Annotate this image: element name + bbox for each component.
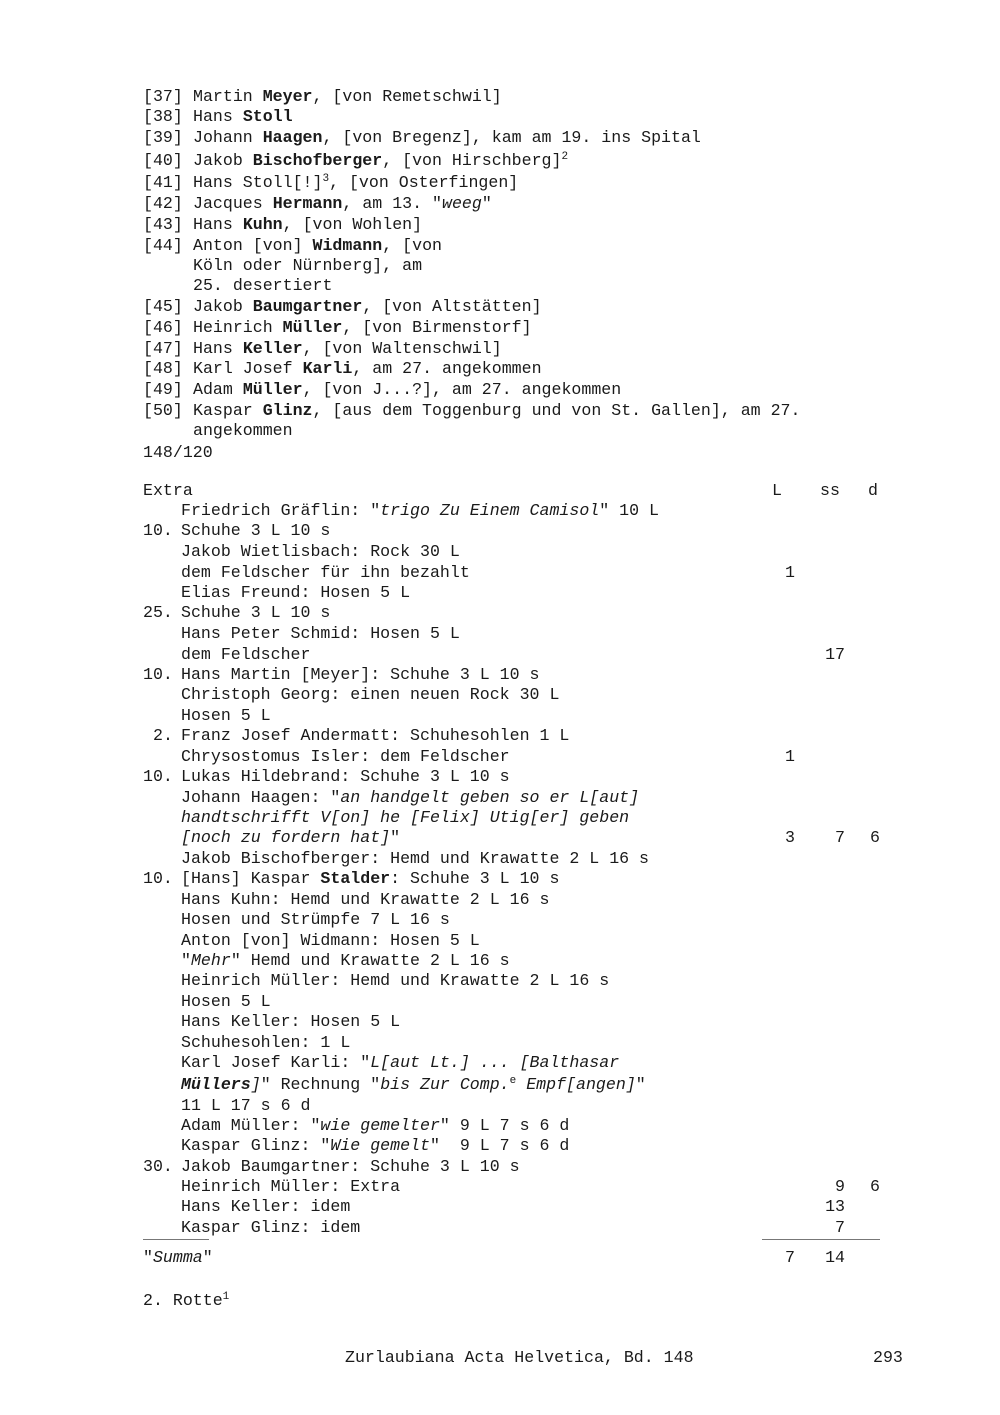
ledger-date: 25. xyxy=(143,603,173,622)
ledger-line: Johann Haagen: "an handgelt geben so er L[aut] xyxy=(181,788,640,807)
column-header-d: d xyxy=(868,481,878,500)
roster-entry: [38] xyxy=(143,107,183,126)
roster-entry: [41] xyxy=(143,173,183,192)
ledger-heading: Extra xyxy=(143,481,193,500)
roster-entry-continuation: Köln oder Nürnberg], am xyxy=(193,256,423,275)
footer-title: Zurlaubiana Acta Helvetica, Bd. 148 xyxy=(345,1348,694,1367)
ledger-line: Anton [von] Widmann: Hosen 5 L xyxy=(181,931,480,950)
ledger-line: Chrysostomus Isler: dem Feldscher xyxy=(181,747,510,766)
roster-entry-continuation: 25. desertiert xyxy=(193,276,333,295)
amount-l: 3 xyxy=(785,828,795,847)
ledger-date: 10. xyxy=(143,869,173,888)
amount-ss: 17 xyxy=(825,645,845,664)
amount-d: 6 xyxy=(870,1177,880,1196)
ledger-line: Franz Josef Andermatt: Schuhesohlen 1 L xyxy=(181,726,570,745)
ledger-line: Kaspar Glinz: idem xyxy=(181,1218,361,1237)
ledger-line: Lukas Hildebrand: Schuhe 3 L 10 s xyxy=(181,767,510,786)
ledger-line: handtschrifft V[on] he [Felix] Utig[er] geben xyxy=(181,808,630,827)
roster-entry-text: Martin Meyer, [von Remetschwil] xyxy=(193,87,502,106)
ledger-date: 10. xyxy=(143,521,173,540)
amount-ss: 9 xyxy=(835,1177,845,1196)
page-number: 293 xyxy=(873,1348,903,1367)
ledger-date: 2. xyxy=(153,726,173,745)
ledger-line: Hans Kuhn: Hemd und Krawatte 2 L 16 s xyxy=(181,890,550,909)
ledger-line: Hosen 5 L xyxy=(181,706,271,725)
ledger-line: Müllers]" Rechnung "bis Zur Comp.$^e$ Empf[angen]" xyxy=(181,1075,646,1094)
amount-l: 1 xyxy=(785,747,795,766)
roster-entry: [47] xyxy=(143,339,183,358)
roster-entry: [48] xyxy=(143,359,183,378)
folio-number: 148/120 xyxy=(143,443,213,462)
ledger-line: "Mehr" Hemd und Krawatte 2 L 16 s xyxy=(181,951,510,970)
ledger-line: Hans Peter Schmid: Hosen 5 L xyxy=(181,624,460,643)
ledger-date: 10. xyxy=(143,665,173,684)
roster-entry: [42] xyxy=(143,194,183,213)
summa-ss: 14 xyxy=(825,1248,845,1267)
amount-d: 6 xyxy=(870,828,880,847)
roster-entry-text: Jakob Baumgartner, [von Altstätten] xyxy=(193,297,542,316)
roster-entry: [44] xyxy=(143,236,183,255)
footnote-marker: 1 xyxy=(222,1291,230,1303)
ledger-line: Hosen 5 L xyxy=(181,992,271,1011)
column-header-ss: ss xyxy=(820,481,840,500)
roster-entry-text: Heinrich Müller, [von Birmenstorf] xyxy=(193,318,532,337)
roster-entry-text: Hans Stoll xyxy=(193,107,293,126)
summa-label: "Summa" xyxy=(143,1248,213,1267)
roster-entry-continuation: angekommen xyxy=(193,421,293,440)
roster-entry: [43] xyxy=(143,215,183,234)
ledger-line: Schuhe 3 L 10 s xyxy=(181,521,331,540)
ledger-line: Hans Martin [Meyer]: Schuhe 3 L 10 s xyxy=(181,665,540,684)
divider xyxy=(143,1239,209,1240)
ledger-line: Karl Josef Karli: "L[aut Lt.] ... [Balthasar xyxy=(181,1053,620,1072)
ledger-line: [noch zu fordern hat]" xyxy=(181,828,401,847)
ledger-date: 10. xyxy=(143,767,173,786)
roster-entry-text: Hans Kuhn, [von Wohlen] xyxy=(193,215,423,234)
amount-ss: 13 xyxy=(825,1197,845,1216)
ledger-line: Hans Keller: idem xyxy=(181,1197,351,1216)
ledger-line: Heinrich Müller: Hemd und Krawatte 2 L 16 s xyxy=(181,971,610,990)
ledger-line: Schuhesohlen: 1 L xyxy=(181,1033,351,1052)
ledger-line: Jakob Bischofberger: Hemd und Krawatte 2 L 16 s xyxy=(181,849,650,868)
roster-entry-text: Anton [von] Widmann, [von xyxy=(193,236,442,255)
ledger-line: Adam Müller: "wie gemelter" 9 L 7 s 6 d xyxy=(181,1116,570,1135)
roster-entry-text: Hans Stoll[!]$^3$, [von Osterfingen] xyxy=(193,173,519,192)
ledger-line: [Hans] Kaspar Stalder: Schuhe 3 L 10 s xyxy=(181,869,560,888)
ledger-line: dem Feldscher xyxy=(181,645,311,664)
ledger-line: Hosen und Strümpfe 7 L 16 s xyxy=(181,910,450,929)
footnote-marker: 3 xyxy=(322,173,330,185)
roster-entry: [39] xyxy=(143,128,183,147)
summa-l: 7 xyxy=(785,1248,795,1267)
ledger-line: Kaspar Glinz: "Wie gemelt" 9 L 7 s 6 d xyxy=(181,1136,570,1155)
ledger-line: 11 L 17 s 6 d xyxy=(181,1096,311,1115)
amount-ss: 7 xyxy=(835,828,845,847)
roster-entry-text: Kaspar Glinz, [aus dem Toggenburg und von St. Gallen], am 27. xyxy=(193,401,801,420)
divider xyxy=(762,1239,880,1240)
roster-entry-text: Jakob Bischofberger, [von Hirschberg]$^2$ xyxy=(193,151,569,170)
roster-entry-text: Adam Müller, [von J...?], am 27. angekommen xyxy=(193,380,622,399)
roster-entry: [50] xyxy=(143,401,183,420)
roster-entry: [45] xyxy=(143,297,183,316)
ledger-line: Friedrich Gräflin: "trigo Zu Einem Camisol" 10 L xyxy=(181,501,659,520)
roster-entry-text: Karl Josef Karli, am 27. angekommen xyxy=(193,359,542,378)
roster-entry-text: Hans Keller, [von Waltenschwil] xyxy=(193,339,502,358)
rotte-heading: 2. Rotte$^1$ xyxy=(143,1291,230,1310)
ledger-line: Hans Keller: Hosen 5 L xyxy=(181,1012,401,1031)
roster-entry-text: Jacques Hermann, am 13. "weeg" xyxy=(193,194,492,213)
amount-l: 1 xyxy=(785,563,795,582)
amount-ss: 7 xyxy=(835,1218,845,1237)
column-header-l: L xyxy=(772,481,782,500)
ledger-line: Elias Freund: Hosen 5 L xyxy=(181,583,411,602)
ledger-line: Heinrich Müller: Extra xyxy=(181,1177,401,1196)
roster-entry-text: Johann Haagen, [von Bregenz], kam am 19. ins Spital xyxy=(193,128,701,147)
ledger-line: dem Feldscher für ihn bezahlt xyxy=(181,563,470,582)
roster-entry: [46] xyxy=(143,318,183,337)
ledger-line: Schuhe 3 L 10 s xyxy=(181,603,331,622)
ledger-line: Christoph Georg: einen neuen Rock 30 L xyxy=(181,685,560,704)
ledger-line: Jakob Baumgartner: Schuhe 3 L 10 s xyxy=(181,1157,520,1176)
superscript: e xyxy=(509,1075,517,1087)
ledger-line: Jakob Wietlisbach: Rock 30 L xyxy=(181,542,460,561)
roster-entry: [37] xyxy=(143,87,183,106)
footnote-marker: 2 xyxy=(561,151,569,163)
ledger-date: 30. xyxy=(143,1157,173,1176)
roster-entry: [49] xyxy=(143,380,183,399)
roster-entry: [40] xyxy=(143,151,183,170)
